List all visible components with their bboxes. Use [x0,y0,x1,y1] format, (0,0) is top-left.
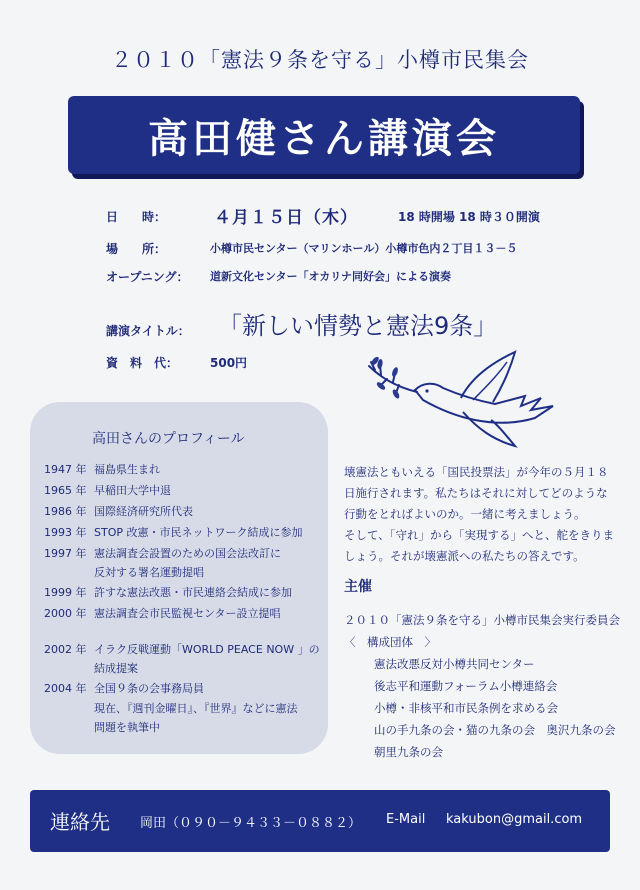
profile-title: 高田さんのプロフィール [92,431,245,447]
member-org: 後志平和運動フォーラム小樽連絡会 [374,679,558,693]
contact-label: 連絡先 [50,810,110,834]
fee-value: 500円 [210,356,248,370]
profile-entry [44,641,320,657]
fee-label: 資 料 代： [106,356,179,370]
profile-entry [44,524,303,540]
organizers-heading: 主催 [344,579,372,595]
event-time: 18 時開場 18 時３０開演 [398,210,540,224]
profile-entry [44,503,193,519]
profile-year: 1986 年 [44,505,87,518]
message-line: 行動をとればよいのか。一緒に考えましょう。 [344,507,586,521]
profile-text: STOP 改憲・市民ネットワーク結成に参加 [94,526,303,539]
profile-text: 許すな憲法改悪・市民連絡会結成に参加 [94,586,292,599]
member-org: 山の手九条の会・猫の九条の会 奥沢九条の会 [374,723,616,737]
message-line: 壊憲法ともいえる「国民投票法」が今年の５月１８ [344,465,609,479]
member-org: 小樽・非核平和市民条例を求める会 [374,701,558,715]
message-block [344,462,624,567]
place-label: 場 所： [106,242,167,256]
organizing-committee: ２０１０「憲法９条を守る」小樽市民集会実行委員会 [344,613,620,627]
event-date: ４月１５日（木） [214,208,358,228]
profile-year: 1993 年 [44,526,87,539]
profile-text: 福島県生まれ [94,463,160,476]
profile-text: イラク反戦運動「WORLD PEACE NOW 」の [94,643,320,656]
member-org: 朝里九条の会 [374,745,443,759]
member-org: 憲法改悪反対小樽共同センター [374,657,535,671]
profile-entry [44,461,160,477]
profile-year: 2002 年 [44,643,87,656]
title-banner [68,96,580,174]
message-line: 日施行されます。私たちはそれに対してどのような [344,486,608,500]
opening-label: オープニング： [106,270,189,284]
datetime-label: 日 時： [106,210,167,224]
contact-phone: 岡田（０９０－９４３３－０８８２） [140,816,362,831]
profile-entry [44,680,204,696]
members-label: 〈 構成団体 〉 [344,635,436,649]
message-line: そして、「守れ」から「実現する」へと、舵をきりま [344,528,615,542]
profile-text: 憲法調査会設置のための国会法改訂に [94,547,281,560]
lecture-title: 「新しい情勢と憲法9条」 [218,312,498,340]
profile-year: 2000 年 [44,607,87,620]
dove-icon [365,348,555,450]
dove-illustration [365,348,555,450]
lecture-title-label: 講演タイトル： [106,324,190,338]
profile-text: 全国９条の会事務局員 [94,682,204,695]
message-line: しょう。それが壊憲派への私たちの答えです。 [344,549,585,563]
profile-entry [44,605,281,621]
profile-entry [44,545,281,561]
profile-text: 現在、『週刊金曜日』、『世界』などに憲法 [94,702,298,715]
event-heading: ２０１０「憲法９条を守る」小樽市民集会 [111,48,529,72]
profile-entry [44,482,171,498]
profile-year: 2004 年 [44,682,87,695]
profile-year: 1997 年 [44,547,87,560]
contact-email[interactable]: kakubon@gmail.com [446,812,583,827]
profile-year: 1999 年 [44,586,87,599]
event-place: 小樽市民センター（マリンホール）小樽市色内２丁目１３－５ [210,242,518,255]
profile-year: 1947 年 [44,463,87,476]
profile-text: 憲法調査会市民監視センター設立提唱 [94,607,281,620]
profile-text: 問題を執筆中 [94,721,160,734]
page-title: 高田健さん講演会 [148,115,500,162]
profile-text: 結成提案 [94,662,138,675]
profile-text: 反対する署名運動提唱 [94,566,204,579]
email-label: E-Mail [386,812,426,827]
profile-year: 1965 年 [44,484,87,497]
profile-entry [44,584,292,600]
profile-text: 早稲田大学中退 [94,484,171,497]
profile-text: 国際経済研究所代表 [94,505,193,518]
event-opening: 道新文化センター「オカリナ同好会」による演奏 [210,270,452,283]
